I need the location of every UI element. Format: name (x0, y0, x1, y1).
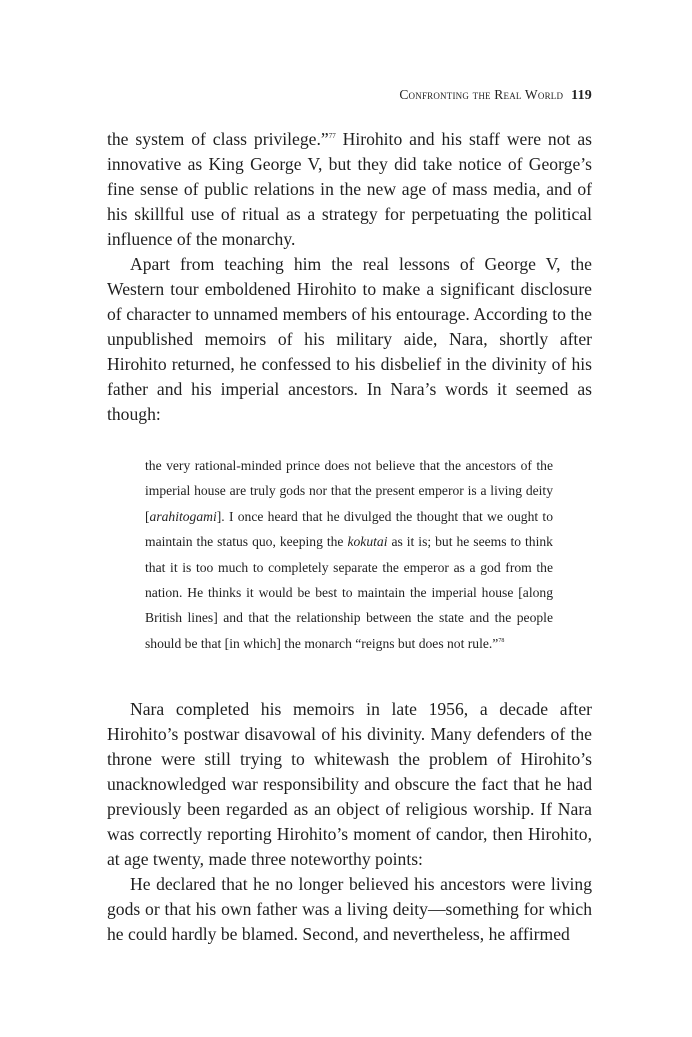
paragraph: Nara completed his memoirs in late 1956, a decade after Hirohito’s postwar disavowal of his divinity. Many defenders of the throne were still trying to whitewash the problem of Hirohito’s unacknowledged war responsibility and obscure the fact that he had previously been regarded as an object of religious worship. If Nara was correctly reporting Hirohito’s moment of candor, then Hirohito, at age twenty, made three noteworthy points: (107, 699, 592, 869)
footnote-ref: 77 (328, 132, 336, 140)
block-quote (145, 453, 553, 656)
footnote-ref: 78 (498, 637, 505, 644)
page-number: 119 (571, 88, 592, 103)
paragraph: Apart from teaching him the real lessons of George V, the Western tour emboldened Hirohito to make a significant disclosure of character to unnamed members of his entourage. According to the unpublished memoirs of his military aide, Nara, shortly after Hirohito returned, he confessed to his disbelief in the divinity of his father and his imperial ancestors. In Nara’s words it seemed as though: (107, 254, 592, 424)
paragraph: He declared that he no longer believed his ancestors were living gods or that his own father was a living deity—something for which he could hardly be blamed. Second, and nevertheless, he affirmed (107, 874, 592, 944)
body-text-bottom (107, 697, 592, 947)
paragraph: the system of class privilege.”$^{77}$ Hirohito and his staff were not as innovative as King George V, but they did take notice of George’s fine sense of public relations in the new age of mass media, and of his skillful use of ritual as a strategy for perpetuating the political influence of the monarchy. (107, 129, 593, 249)
running-head (107, 87, 592, 104)
italic-term: kokutai (347, 534, 388, 550)
quote-paragraph: the very rational-minded prince does not believe that the ancestors of the imperial house are truly gods nor that the present emperor is a living deity [arahitogami]. I once heard that he divulged the thought that we ought to maintain the status quo, keeping the kokutai as it is; but he seems to think that it is too much to completely separate the emperor as a god from the nation. He thinks it would be best to maintain the imperial house [along British lines] and that the relationship between the state and the people should be that [in which] the monarch “reigns but does not rule.”$^{78}$ (145, 458, 553, 651)
italic-term: arahitogami (149, 508, 217, 524)
body-text-top (107, 127, 592, 427)
chapter-title: Confronting the Real World (399, 87, 564, 102)
